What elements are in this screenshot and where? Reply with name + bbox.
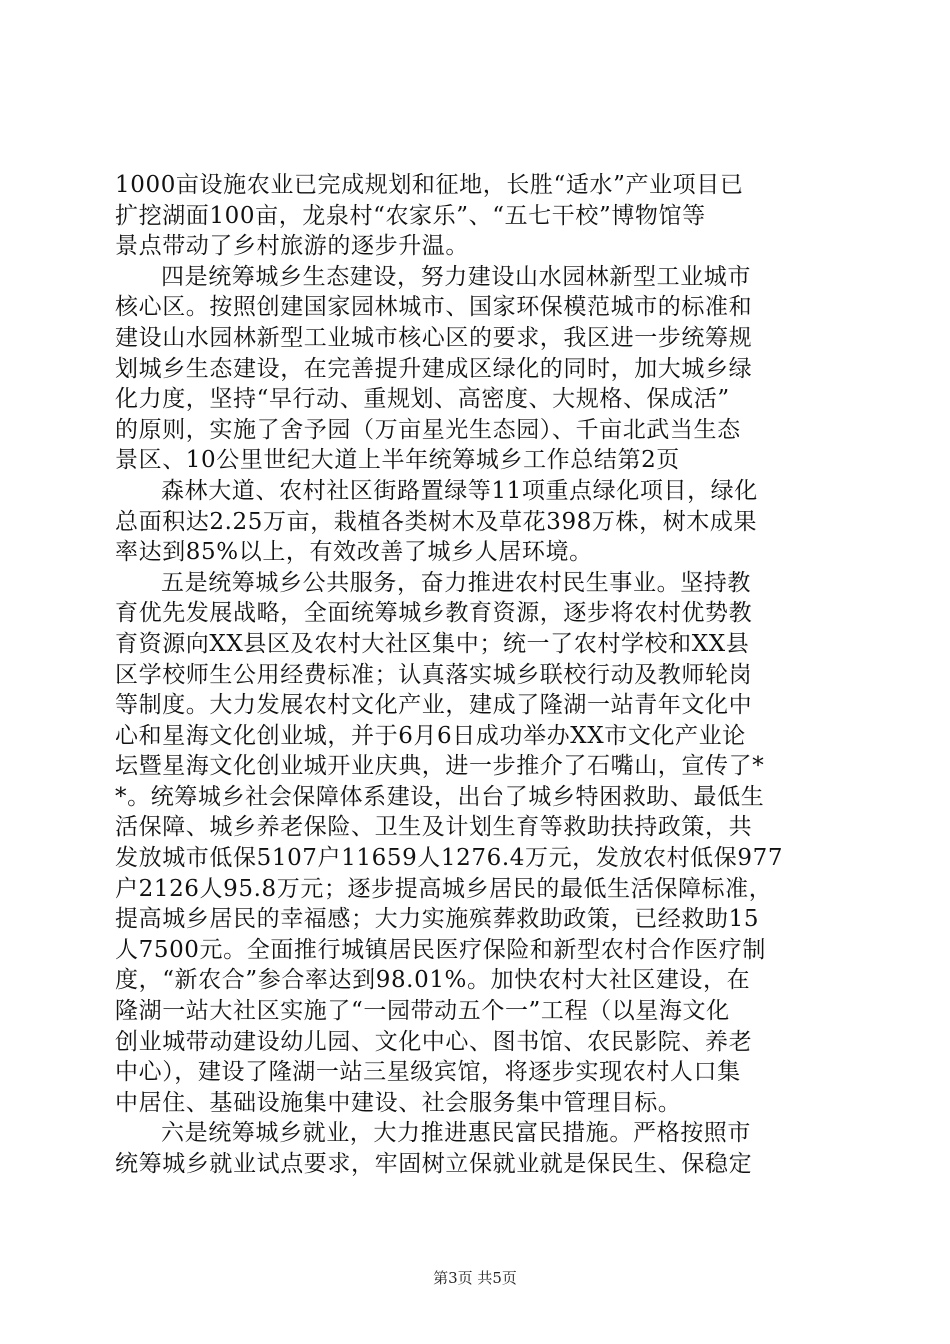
text-line: 中心），建设了隆湖一站三星级宾馆，将逐步实现农村人口集 <box>115 1059 741 1086</box>
text-line: 度，“新农合”参合率达到98.01%。加快农村大社区建设，在 <box>115 967 751 994</box>
text-line: 坛暨星海文化创业城开业庆典，进一步推介了石嘴山，宣传了* <box>115 753 765 780</box>
text-line: 统筹城乡就业试点要求，牢固树立保就业就是保民生、保稳定 <box>115 1151 753 1177</box>
text-line: 核心区。按照创建国家园林城市、国家环保模范城市的标准和 <box>115 294 753 321</box>
text-line: *。统筹城乡社会保障体系建设，出台了城乡特困救助、最低生 <box>115 783 765 810</box>
text-line: 提高城乡居民的幸福感；大力实施殡葬救助政策，已经救助15 <box>115 906 760 933</box>
text-line: 森林大道、农村社区街路置绿等11项重点绿化项目，绿化 <box>161 477 758 504</box>
text-line: 育资源向XX县区及农村大社区集中；统一了农村学校和XX县 <box>115 630 750 657</box>
text-line: 六是统筹城乡就业，大力推进惠民富民措施。严格按照市 <box>161 1120 751 1147</box>
text-line: 率达到85%以上，有效改善了城乡人居环境。 <box>115 539 593 566</box>
text-line: 景区、10公里世纪大道上半年统筹城乡工作总结第2页 <box>115 447 680 474</box>
text-line: 四是统筹城乡生态建设，努力建设山水园林新型工业城市 <box>161 263 751 290</box>
text-line: 户2126人95.8万元；逐步提高城乡居民的最低生活保障标准， <box>115 875 773 902</box>
text-line: 五是统筹城乡公共服务，奋力推进农村民生事业。坚持教 <box>161 569 751 596</box>
text-line: 育优先发展战略，全面统筹城乡教育资源，逐步将农村优势教 <box>115 600 753 627</box>
text-line: 扩挖湖面100亩，龙泉村“农家乐”、“五七干校”博物馆等 <box>115 202 706 229</box>
text-line: 的原则，实施了舍予园（万亩星光生态园）、千亩北武当生态 <box>115 416 741 443</box>
text-line: 建设山水园林新型工业城市核心区的要求，我区进一步统筹规 <box>115 324 753 351</box>
text-line: 景点带动了乡村旅游的逐步升温。 <box>115 233 469 260</box>
text-line: 隆湖一站大社区实施了“一园带动五个一”工程（以星海文化 <box>115 998 730 1025</box>
text-line: 区学校师生公用经费标准；认真落实城乡联校行动及教师轮岗 <box>115 661 753 688</box>
text-line: 发放城市低保5107户11659人1276.4万元，发放农村低保977 <box>115 845 784 872</box>
text-line: 中居住、基础设施集中建设、社会服务集中管理目标。 <box>115 1089 682 1116</box>
text-line: 等制度。大力发展农村文化产业，建成了隆湖一站青年文化中 <box>115 692 753 719</box>
text-line: 活保障、城乡养老保险、卫生及计划生育等救助扶持政策，共 <box>115 814 753 841</box>
text-line: 创业城带动建设幼儿园、文化中心、图书馆、农民影院、养老 <box>115 1028 753 1055</box>
text-line: 总面积达2.25万亩，栽植各类树木及草花398万株，树木成果 <box>115 508 758 535</box>
text-line: 心和星海文化创业城，并于6月6日成功举办XX市文化产业论 <box>115 722 746 749</box>
text-line: 1000亩设施农业已完成规划和征地，长胜“适水”产业项目已 <box>115 172 744 198</box>
document-body <box>115 170 835 1180</box>
text-line: 划城乡生态建设，在完善提升建成区绿化的同时，加大城乡绿 <box>115 355 753 382</box>
page-footer: 第3页 共5页 <box>433 1269 517 1287</box>
text-line: 化力度，坚持“早行动、重规划、高密度、大规格、保成活” <box>115 386 730 413</box>
text-line: 人7500元。全面推行城镇居民医疗保险和新型农村合作医疗制 <box>115 936 766 963</box>
